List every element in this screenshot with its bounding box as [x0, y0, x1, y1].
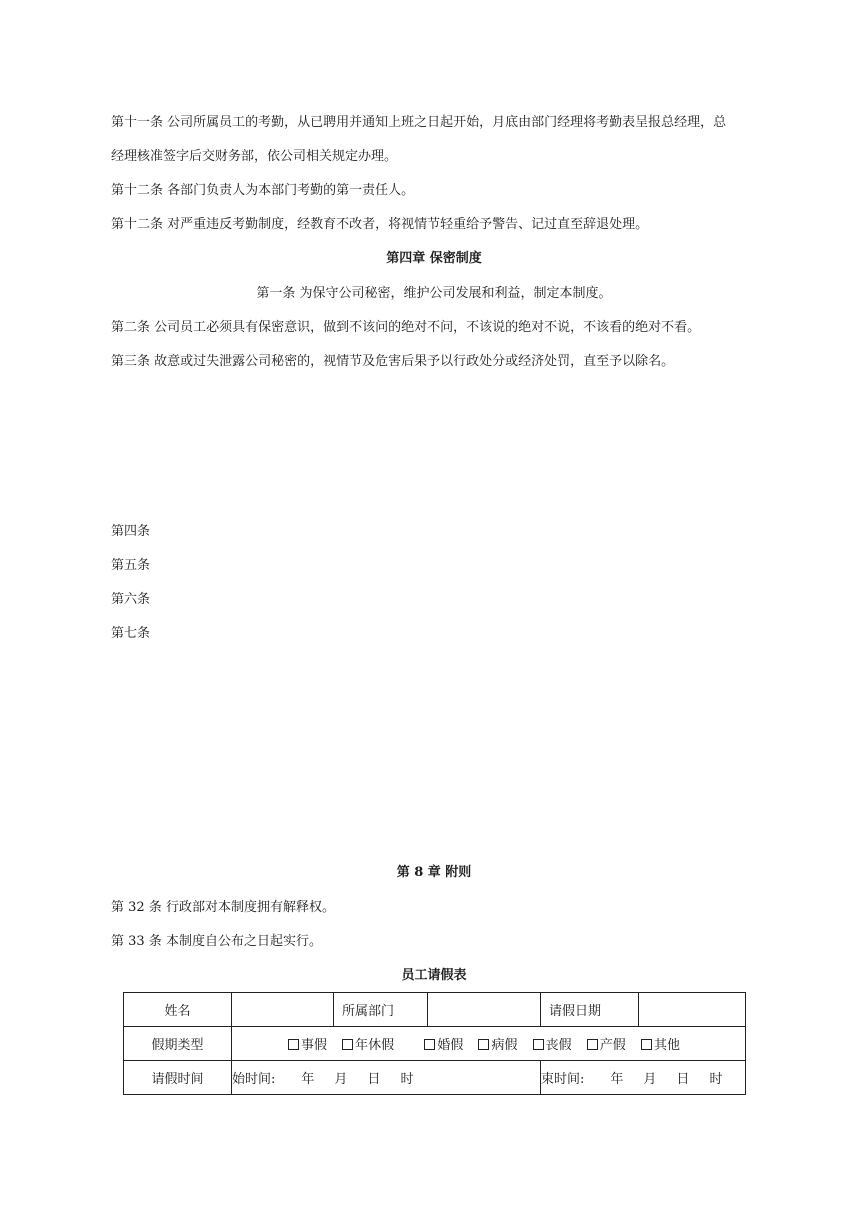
- checkbox-icon[interactable]: [478, 1039, 489, 1050]
- chapter-4-article-7: 第七条: [111, 626, 151, 641]
- chapter-4-article-1: 第一条 为保守公司秘密，维护公司发展和利益，制定本制度。: [256, 286, 612, 301]
- leave-type-option[interactable]: [478, 1034, 517, 1053]
- leave-type-option[interactable]: [342, 1034, 394, 1053]
- leave-type-option[interactable]: [288, 1034, 327, 1053]
- department-label: 所属部门: [334, 993, 428, 1027]
- chapter-4-article-5: 第五条: [111, 558, 151, 573]
- chapter-8-article-32: 第 32 条 行政部对本制度拥有解释权。: [111, 900, 335, 915]
- leave-time-label: 请假时间: [124, 1061, 232, 1095]
- leave-type-option-label: 事假: [301, 1038, 328, 1053]
- checkbox-icon[interactable]: [288, 1039, 299, 1050]
- article-11-line-1: 第十一条 公司所属员工的考勤，从已聘用并通知上班之日起开始，月底由部门经理将考勤表呈报总经理，总: [111, 115, 727, 130]
- leave-type-option[interactable]: [533, 1034, 572, 1053]
- leave-type-option[interactable]: [424, 1034, 463, 1053]
- leave-date-label: 请假日期: [541, 993, 639, 1027]
- end-year-unit: 年: [610, 1072, 624, 1087]
- leave-form-row-time: [124, 1061, 746, 1095]
- checkbox-icon[interactable]: [424, 1039, 435, 1050]
- leave-type-option-label: 其他: [653, 1038, 680, 1053]
- chapter-4-article-4: 第四条: [111, 524, 151, 539]
- leave-type-option-label: 年休假: [355, 1038, 395, 1053]
- chapter-8-article-33: 第 33 条 本制度自公布之日起实行。: [111, 934, 322, 949]
- end-month-unit: 月: [643, 1072, 657, 1087]
- start-day-unit: 日: [367, 1072, 381, 1087]
- start-hour-unit: 时: [400, 1072, 414, 1087]
- start-month-unit: 月: [334, 1072, 348, 1087]
- checkbox-icon[interactable]: [641, 1039, 652, 1050]
- leave-type-option-label: 产假: [599, 1038, 626, 1053]
- leave-type-options: [232, 1027, 746, 1061]
- leave-type-label: 假期类型: [124, 1027, 232, 1061]
- article-11-line-2: 经理核准签字后交财务部，依公司相关规定办理。: [111, 149, 398, 164]
- leave-type-option-label: 病假: [491, 1038, 518, 1053]
- start-time-field[interactable]: [232, 1061, 541, 1095]
- end-hour-unit: 时: [709, 1072, 723, 1087]
- article-12-violation: 第十二条 对严重违反考勤制度，经教育不改者，将视情节轻重给予警告、记过直至辞退处理。: [111, 217, 649, 232]
- chapter-4-article-2: 第二条 公司员工必须具有保密意识，做到不该问的绝对不问，不该说的绝对不说，不该看的绝对不看。: [111, 320, 701, 335]
- leave-type-option[interactable]: [641, 1034, 680, 1053]
- leave-form-title: 员工请假表: [401, 968, 467, 983]
- leave-form-row-type: [124, 1027, 746, 1061]
- chapter-4-article-3: 第三条 故意或过失泄露公司秘密的，视情节及危害后果予以行政处分或经济处罚，直至予以除名。: [111, 354, 675, 369]
- start-time-label: 始时间:: [232, 1072, 276, 1087]
- chapter-8-title: 第 8 章 附则: [396, 865, 472, 880]
- chapter-4-article-6: 第六条: [111, 592, 151, 607]
- checkbox-icon[interactable]: [587, 1039, 598, 1050]
- end-time-field[interactable]: [541, 1061, 746, 1095]
- end-time-label: 束时间:: [541, 1072, 585, 1087]
- department-field[interactable]: [428, 993, 541, 1027]
- checkbox-icon[interactable]: [342, 1039, 353, 1050]
- name-label: 姓名: [124, 993, 232, 1027]
- leave-form-table: [123, 992, 746, 1095]
- leave-type-option[interactable]: [587, 1034, 626, 1053]
- leave-type-option-label: 婚假: [437, 1038, 464, 1053]
- leave-form-row-basic: [124, 993, 746, 1027]
- chapter-4-title: 第四章 保密制度: [386, 251, 482, 266]
- name-field[interactable]: [232, 993, 334, 1027]
- checkbox-icon[interactable]: [533, 1039, 544, 1050]
- leave-type-option-label: 丧假: [545, 1038, 572, 1053]
- article-12-responsibility: 第十二条 各部门负责人为本部门考勤的第一责任人。: [111, 183, 415, 198]
- leave-date-field[interactable]: [639, 993, 746, 1027]
- start-year-unit: 年: [301, 1072, 315, 1087]
- end-day-unit: 日: [676, 1072, 690, 1087]
